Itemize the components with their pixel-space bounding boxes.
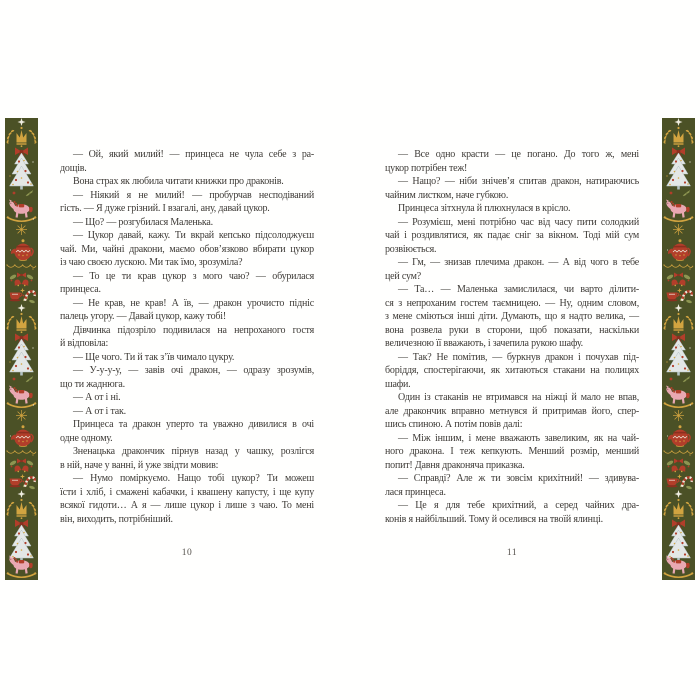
text-line: розвіюється. <box>385 243 437 255</box>
text-line: — Цукор давай, кажу. Ти вкрай кепсько підсолоджуєш <box>73 230 314 241</box>
text-line: боріддя, спостерігаючи, як хитаються стакани на полицях <box>385 365 639 376</box>
text-line: принцеса. <box>60 284 101 295</box>
text-line: — А от і так. <box>73 405 126 417</box>
text-line: — Між іншим, і мене вважають завеликим, як на чай- <box>398 432 639 444</box>
text-line: чай. Ми, чайні дракони, маємо обов’язково вбирати цукор <box>60 243 314 255</box>
text-line: — Ніякий я не милий! — пробурчав несподіваний <box>73 189 314 201</box>
text-line: Один із стаканів не втримався на ніжці й мало не впав, <box>398 392 639 403</box>
text-line: їсти і хліб, і смажені кабачки, і квашену капусту, і ще купу <box>60 486 314 498</box>
text-line: — Ще чого. Ти й так з’їв чимало цукру. <box>73 351 235 363</box>
text-line: що ти жаднюга. <box>60 378 125 390</box>
left-page-number: 10 <box>181 548 193 558</box>
text-line: — А от і ні. <box>73 392 121 403</box>
text-line: попит! Давня драконяча приказка. <box>385 459 525 471</box>
text-line: Дівчинка підозріло подивилася на непроханого гостя <box>73 324 314 336</box>
text-line: — Справді? Але ж ти зовсім крихітний! — здивува- <box>398 473 639 484</box>
text-line: конів я найбільший. Тому й оселився на твоїй ялинці. <box>385 513 603 525</box>
text-line: — Це я для тебе крихітний, а серед чайних дра- <box>398 500 639 511</box>
text-line: — Все одно красти — це погано. До того ж, мені <box>398 149 639 160</box>
text-line: — Не крав, не крав! А їв, — дракон урочисто підніс <box>73 297 314 309</box>
text-line: гість. — Я дуже грізний. І взагалі, ану, давай цукор. <box>60 203 270 214</box>
text-line: одне одному. <box>60 432 113 444</box>
text-line: шись спиною. А потім повів далі: <box>385 419 523 430</box>
text-line: цукор потрібен теж! <box>385 162 468 174</box>
right-page-number: 11 <box>506 548 518 558</box>
left-border-decoration <box>5 118 38 580</box>
text-line: — То це ти крав цукор з мого чаю? — обурилася <box>73 270 314 282</box>
text-line: — Гм, — знизав плечима дракон. — А від чого в тебе <box>398 257 639 268</box>
text-line: із чаю своєю лускою. Ми так їмо, зрозуміла? <box>60 257 243 268</box>
text-line: Вона страх як любила читати книжки про драконів. <box>73 176 284 187</box>
text-line: ного дракона. І теж кепкують. Менший розмір, менший <box>385 446 639 457</box>
text-line: але дракончик вправно метнувся й притримав його, спер- <box>385 405 639 417</box>
text-line: чай і роздивлятися, як падає сніг за вікном. Тоді мій сум <box>385 230 639 241</box>
text-line: — Розумієш, мені потрібно час від часу пити солодкий <box>398 216 639 228</box>
text-line: — Нумо поміркуємо. Нащо тобі цукор? Ти можеш <box>73 473 314 484</box>
text-line: — Так? Не помітив, — буркнув дракон і почухав під- <box>398 351 639 363</box>
text-line: лася принцеса. <box>385 486 446 498</box>
text-line: Принцеса та дракон уперто та уважно дивилися в очі <box>73 419 314 430</box>
right-border-decoration <box>662 118 695 580</box>
text-line: — Що? — розгубилася Маленька. <box>73 216 213 228</box>
text-line: шафи. <box>385 378 411 390</box>
text-line: Принцеса зітхнула й плюхнулася в крісло. <box>398 203 571 214</box>
text-line: в ній, наче у ванні, й уже звідти мовив: <box>60 459 219 471</box>
text-line: чайним листком, наче губкою. <box>385 189 509 201</box>
text-line: палець угору. — Давай цукор, кажу тобі! <box>60 311 226 322</box>
text-line: він, виходить, потрібніший. <box>60 513 173 525</box>
text-line: ся з непроханим гостем таємницею. — Ну, одним словом, <box>385 297 639 309</box>
text-line: Зненацька дракончик пірнув назад у чашку, розлігся <box>73 446 314 457</box>
text-line: — У-у-у-у, — завів очі дракон, — одразу зрозумів, <box>73 365 314 376</box>
text-line: цей сум? <box>385 270 421 282</box>
text-line: й відповіла: <box>60 338 109 349</box>
left-page-text <box>60 148 314 526</box>
text-line: вона розвела руки в сторони, щоб показати, наскільки <box>385 324 639 336</box>
right-page-text <box>385 148 639 526</box>
text-line: — Та… — Маленька замислилася, чи варто ділити- <box>398 284 639 295</box>
text-line: — Ой, який милий! — принцеса не чула себе з ра- <box>73 149 314 160</box>
text-line: величезною її вважають, і зачепила рукою шафу. <box>385 338 583 349</box>
text-line: всякої гидоти… А я — лише цукор і лише з чаю. То мені <box>60 500 314 511</box>
text-line: з мене сміються інші діти. Думають, що я надто велика, — <box>385 311 639 322</box>
text-line: — Нащо? — ніби знічев’я спитав дракон, натираючись <box>398 176 639 187</box>
text-line: дощів. <box>60 162 87 174</box>
